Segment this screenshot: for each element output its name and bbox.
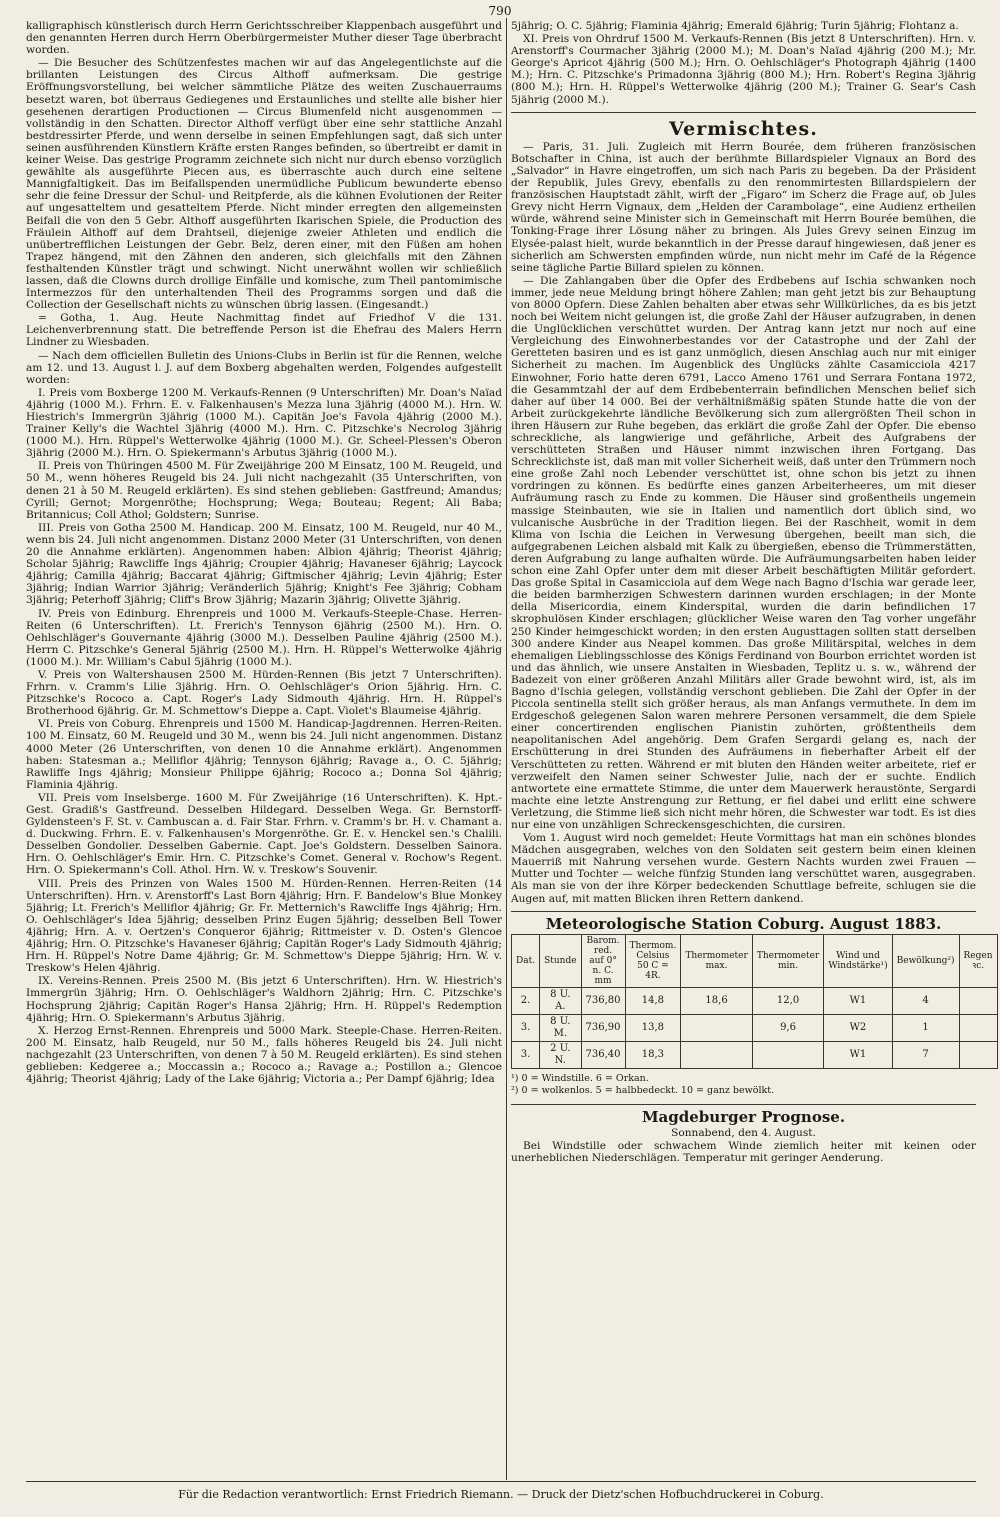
article-paragraph: — Paris, 31. Juli. Zugleich mit Herrn Bourée, dem früheren französischen Botschafter in China, ist auch der berühmte Billardspieler Vignaux an Bord des „Salvador“ in Havre eingetroffen, um sich nach Paris zu begeben. Da der Präsident der Republik, Jules Grevy, ebenfalls zu den renommirtesten Billardspielern der französischen Hauptstadt zählt, wirft der „Figaro“ im Scherz die Frage auf, ob Jules Grevy nicht Herrn Vignaux, dem „Helden der Carambolage“, eine Audienz ertheilen würde, während seine Minister sich in Gemeinschaft mit Herrn Bourée bemühen, die Tonking-Frage ihrer Lösung näher zu bringen. Als Jules Grevy seinen Einzug im Elysée-palast hielt, wurde bekanntlich in der Presse darauf hingewiesen, daß jener es sicherlich am Schwersten empfinden würde, nun nicht mehr im Café de la Régence seine tägliche Partie Billard spielen zu können. [511,140,976,274]
section-rule [511,1104,976,1105]
left-column [26,20,502,1086]
table-cell: 3. [512,1014,540,1041]
vermischtes-heading: Vermischtes. [669,117,818,140]
table-cell: 736,80 [581,987,625,1014]
table-cell [959,1042,997,1069]
table-cell: 7 [892,1042,959,1069]
right-column [511,20,993,1165]
page-number: 790 [488,4,512,18]
table-cell: W1 [824,987,892,1014]
race-entry: II. Preis von Thüringen 4500 M. Für Zweijährige 200 M Einsatz, 100 M. Reugeld, und 50 M., wenn höheres Reugeld bis 24. Juli nicht nachgezahlt (35 Unterschriften, von denen 21 à 50 M. Reugeld erklärten). Es sind stehen geblieben: Gastfreund; Amandus; Cyrill; Gernot; Morgenröthe; Hochsprung; Wega; Bouteau; Regent; Ali Baba; Britannicus; Coll Athol; Goldstern; Sunrise. [26,460,502,521]
table-cell [681,1042,753,1069]
meteo-table [511,934,998,1070]
race-entry: IV. Preis von Edinburg. Ehrenpreis und 1000 M. Verkaufs-Steeple-Chase. Herren-Reiten (6 Unterschriften). Lt. Frerich's Tennyson 6jährig (2500 M.). Hrn. O. Oehlschläger's Gouvernante 4jährig (3000 M.). Desselben Pauline 4jährig (2500 M.). Herrn C. Pitzschke's General 5jährig (2500 M.). Hrn. H. Rüppel's Wetterwolke 4jährig (1000 M.). Mr. William's Cabul 5jährig (1000 M.). [26,607,502,668]
meteo-heading: Meteorologische Station Coburg. August 1883. [545,914,942,933]
column-divider [506,18,507,1480]
race-entry: XI. Preis von Ohrdruf 1500 M. Verkaufs-Rennen (Bis jetzt 8 Unterschriften). Hrn. v. Arenstorff's Courmacher 3jährig (2000 M.); M. Doan's Naïad 4jährig (200 M.); Mr. George's Apricot 4jährig (500 M.); Hrn. O. Oehlschläger's Photograph 4jährig (1400 M.); Hrn. C. Pitzschke's Primadonna 3jährig (800 M.); Hrn. Robert's Regina 3jährig (800 M.); Hrn. H. Rüppel's Wetterwolke 4jährig (200 M.); Trainer G. Sear's Cash 5jährig (2000 M.). [511,33,976,106]
table-cell: 9,6 [752,1014,824,1041]
table-cell: 12,0 [752,987,824,1014]
column-header: Regen ꝛc. [959,934,997,987]
race-entry: 5jährig; O. C. 5jährig; Flaminia 4jährig; Emerald 6jährig; Turin 5jährig; Flohtanz a. [511,20,959,32]
race-entry: VI. Preis von Coburg. Ehrenpreis und 1500 M. Handicap-Jagdrennen. Herren-Reiten. 100 M. Einsatz, 60 M. Reugeld und 30 M., wenn bis 24. Juli nicht angenommen. Distanz 4000 Meter (26 Unterschriften, von denen 10 die Annahme erklärt). Angenommen haben: Statesman a.; Melliflor 4jährig; Tennyson 6jährig; Ravage a., O. C. 5jährig; Rawliffe Ings 4jährig; Monsieur Philippe 6jährig; Rococo a.; Donna Sol 4jährig; Flaminia 4jährig. [26,718,502,791]
column-header: Thermometer min. [752,934,824,987]
table-header-row [512,934,998,987]
column-header: Wind und Windstärke¹) [824,934,892,987]
meteo-note: ²) 0 = wolkenlos. 5 = halbbedeckt. 10 = ganz bewölkt. [511,1085,775,1097]
race-entry: V. Preis von Waltershausen 2500 M. Hürden-Rennen (Bis jetzt 7 Unterschriften). Frhrn. v. Cramm's Lilie 3jährig. Hrn. O. Oehlschläger's Orion 5jährig. Hrn. C. Pitzschke's Rococo a. Capt. Roger's Lady Sidmouth 4jährig. Hrn. H. Rüppel's Brotherhood 6jährig. Gr. M. Schmettow's Dieppe a. Capt. Violet's Blaumeise 4jährig. [26,668,502,718]
table-row [512,1014,998,1041]
article-paragraph: — Die Zahlangaben über die Opfer des Erdbebens auf Ischia schwanken noch immer, jede neue Meldung bringt höhere Zahlen; man geht jetzt bis zur Behauptung von 8000 Opfern. Diese Zahlen behalten aber etwas sehr Willkürliches, da es bis jetzt noch bei Weitem nicht gelungen ist, die große Zahl der Häuser aufzugraben, in denen die Unglücklichen verschüttet wurden. Der Antrag kann jetzt nur noch auf eine Vergleichung des Einwohnerbestandes vor der Catastrophe und der Zahl der Geretteten basiren und es ist ganz unmöglich, diesen Anschlag auch nur mit einiger Sicherheit zu machen. Im Augenblick des Unglücks zählte Casamicciola 4217 Einwohner, Forio hatte deren 6791, Lacco Ameno 1761 und Serrara Fontana 1972, die Gesammtzahl der auf dem Erdbebenterrain befindlichen Menschen belief sich daher auf über 14 000. Bei der verhältnißmäßig späten Stunde hatte die von der Arbeit zurückgekehrte ländliche Bevölkerung sich zum allergrößten Theil schon in ihren Häusern zur Ruhe begeben, das erklärt die große Zahl der Opfer. Die ebenso schreckliche, als langwierige und gefährliche, Arbeit des Aufgrabens der verschütteten Straßen und Häuser nimmt inzwischen ihren Fortgang. Das Schrecklichste ist, daß man mit voller Sicherheit weiß, daß unter den Trümmern noch eine große Zahl noch Lebender verschüttet ist, ohne schon bis jetzt zu ihnen vordringen zu können. Es bedürfte eines ganzen Arbeiterheeres, um mit dieser Aufräumung rasch zu Ende zu kommen. Die Häuser sind großentheils ungemein massige Steinbauten, wie sie in Italien und namentlich dort üblich sind, wo vulcanische Ausbrüche in der Tradition liegen. Bei der Raschheit, womit in dem Klima von Ischia die Leichen in Verwesung übergehen, beeilt man sich, die aufgegrabenen Leichen alsbald mit Kalk zu übergießen, ebenso die Trümmerstätten, deren Aufgrabung zu lange aufhalten würde. Die Aufräumungsarbeiten haben leider schon eine Zahl Opfer unter dem mit dieser Arbeit beschäftigten Militär gefordert. Das große Spital in Casamicciola auf dem Wege nach Bagno d'Ischia war gerade leer, die beiden barmherzigen Schwestern darinnen wurden erschlagen; in der Monte della Misericordia, einem Kinderspital, wurden die darin befindlichen 17 skrophulösen Kinder erschlagen; glücklicher Weise waren den Tag vorher ungefähr 250 Kinder heimgeschickt worden; in den ersten Augusttagen sollten statt derselben 300 andere Kinder aus Neapel kommen. Das große Militärspital, welches in dem ehemaligen Lieblingsschlosse des Königs Ferdinand von Bourbon errichtet worden ist und das ähnlich, wie unsere Anstalten in Wiesbaden, Teplitz u. s. w., während der Badezeit von einer größeren Anzahl Militärs aller Grade bewohnt wird, ist, als im Bagno d'Ischia gelegen, vollständig verschont geblieben. Die Zahl der Opfer in der Piccola sentinella stellt sich größer heraus, als man Anfangs vermuthete. In dem im Erdgeschoß gelegenen Salon waren mehrere Personen versammelt, die dem Spiele einer concertirenden englischen Pianistin zuhörten, größtentheils dem neapolitanischen Adel angehörig. Dem Grafen Sergardi gelang es, nach der Erschütterung in drei Stunden des Aufräumens in fieberhafter Arbeit elf der Verschütteten zu retten. Während er mit bluten den Händen weiter arbeitete, rief er verzweifelt den Namen seiner Schwester Julie, nach der er suchte. Endlich antwortete eine ermattete Stimme, die unter dem Mauerwerk heraustönte, Sergardi machte eine letzte Anstrengung zur Rettung, er fiel dabei und erlitt eine schwere Verletzung, die Stimme ließ sich nicht mehr hören, die Schwester war todt. Es ist dies nur eine von unzähligen Schreckensgeschichten, die cursiren. [511,274,976,831]
race-entry: IX. Vereins-Rennen. Preis 2500 M. (Bis jetzt 6 Unterschriften). Hrn. W. Hiestrich's Immergrün 3jährig; Hrn. O. Oehlschläger's Waldhorn 2jährig; Hrn. C. Pitzschke's Hochsprung 2jährig; Capitän Roger's Hansa 2jährig; Hrn. H. Rüppel's Redemption 4jährig; Hrn. O. Spiekermann's Arbutus 3jährig. [26,975,502,1024]
table-cell: 4 [892,987,959,1014]
table-cell [752,1042,824,1069]
table-cell: 1 [892,1014,959,1041]
column-header: Bewölkung²) [892,934,959,987]
prognose-heading: Magdeburger Prognose. [641,1107,846,1126]
article-paragraph: — Nach dem officiellen Bulletin des Unions-Clubs in Berlin ist für die Rennen, welche am 12. und 13. August l. J. auf dem Boxberg abgehalten werden, Folgendes aufgestellt worden: [26,349,502,386]
prognose-text: Bei Windstille oder schwachem Winde ziemlich heiter mit keinen oder unerheblichen Niederschlägen. Temperatur mit geringer Aenderung. [511,1139,976,1164]
section-rule [511,911,976,912]
table-cell: W2 [824,1014,892,1041]
column-header: Dat. [512,934,540,987]
table-cell: 3. [512,1042,540,1069]
article-paragraph: Vom 1. August wird noch gemeldet: Heute Vormittags hat man ein schönes blondes Mädchen ausgegraben, welches von den Soldaten seit gestern beim einen kleinen Mauerriß mit Nahrung versehen wurde. Gestern Nachts wurden zwei Frauen — Mutter und Tochter — welche fünfzig Stunden lang verschüttet waren, ausgegraben. Als man sie von der ihre Körper bedeckenden Schuttlage befreite, schlugen sie die Augen auf, mit matten Blicken ihren Rettern dankend. [511,832,976,905]
table-cell [959,987,997,1014]
section-rule [511,112,976,113]
race-entry: VII. Preis vom Inselsberge. 1600 M. Für Zweijährige (16 Unterschriften). K. Hpt.-Gest. Gradiß's Gastfreund. Desselben Hildegard. Desselben Wega. Gr. Bernstorff-Gyldensteen's F. St. v. Cambuscan a. d. Fair Star. Frhrn. v. Cramm's br. H. v. Chamant a. d. Duckwing. Frhrn. E. v. Falkenhausen's Morgenröthe. Gr. E. v. Henckel sen.'s Chalili. Desselben Gondolier. Desselben Gabernie. Capt. Joe's Goldstern. Desselben Sainora. Hrn. O. Oehlschläger's Emir. Hrn. C. Pitzschke's Comet. General v. Rochow's Regent. Hrn. O. Spiekermann's Coll. Athol. Hrn. W. v. Treskow's Souvenir. [26,791,502,877]
table-cell: 8 U. A. [540,987,581,1014]
race-entry: I. Preis vom Boxberge 1200 M. Verkaufs-Rennen (9 Unterschriften) Mr. Doan's Naïad 4jährig (1000 M.). Frhrn. E. v. Falkenhausen's Mezza luna 3jährig (4000 M.). Hrn. W. Hiestrich's Immergrün 3jährig (1000 M.). Capitän Joe's Favola 4jährig (2000 M.). Trainer Kelly's die Wachtel 3jährig (4000 M.). Hrn. C. Pitzschke's Necrolog 3jährig (1000 M.). Hrn. Rüppel's Wetterwolke 4jährig (1000 M.). Gr. Scheel-Plessen's Oberon 3jährig (2000 M.). Hrn. O. Spiekermann's Arbutus 3jährig (1000 M.). [26,386,502,460]
race-entry: III. Preis von Gotha 2500 M. Handicap. 200 M. Einsatz, 100 M. Reugeld, nur 40 M., wenn bis 24. Juli nicht angenommen. Distanz 2000 Meter (31 Unterschriften, von denen 20 die Annahme erklärten). Angenommen haben: Albion 4jährig; Theorist 4jährig; Scholar 5jährig; Rawcliffe Ings 4jährig; Croupier 4jährig; Havaneser 6jährig; Laycock 4jährig; Camilla 4jährig; Baccarat 4jährig; Giftmischer 4jährig; Levin 4jährig; Ester 3jährig; Indian Warrior 3jährig; Veränderlich 5jährig; Knight's Fee 3jährig; Cobham 3jährig; Peterhoff 3jährig; Cliff's Brow 3jährig; Mazarin 3jährig; Olivette 3jährig. [26,521,502,607]
table-cell: 13,8 [625,1014,681,1041]
table-cell: 8 U. M. [540,1014,581,1041]
table-cell: 18,3 [625,1042,681,1069]
imprint-footer: Für die Redaction verantwortlich: Ernst Friedrich Riemann. — Druck der Dietz'schen Hofbuchdruckerei in Coburg. [178,1488,824,1501]
footer-rule [26,1481,976,1482]
table-cell [959,1014,997,1041]
article-paragraph: kalligraphisch künstlerisch durch Herrn Gerichtsschreiber Klappenbach ausgeführt und den genannten Herren durch Herrn Oberbürgermeister Muther dieser Tage überbracht worden. [26,20,502,57]
article-paragraph: — Die Besucher des Schützenfestes machen wir auf das Angelegentlichste auf die brillanten Leistungen des Circus Althoff aufmerksam. Die gestrige Eröffnungsvorstellung, bei welcher sämmtliche Plätze des weiten Zuschauerraums besetzt waren, bot überraus Gediegenes und Erstaunliches und stellte alle bisher hier gesehenen derartigen Productionen — Circus Blumenfeld nicht ausgenommen — vollständig in den Schatten. Director Althoff verfügt über eine sehr stattliche Anzahl bestdressirter Pferde, und wenn derselbe in seinen Empfehlungen sagt, daß sich unter seinen ausführenden Künstlern Kräfte ersten Ranges befinden, so übertreibt er damit in keiner Weise. Das gestrige Programm zeichnete sich nicht nur durch ebenso vorzüglich gewählte als ausgeführte Piecen aus, es überraschte auch durch eine seltene Mannigfaltigkeit. Das im Beifallspenden unermüdliche Publicum bewunderte ebenso sehr die feine Dressur der Schul- und Reitpferde, als die kühnen Evolutionen der Reiter auf ungesatteltem und gesatteltem Pferde. Nicht minder erregten den allgemeinsten Beifall die von den 5 Gebr. Althoff ausgeführten Ikarischen Spiele, die Production des Fräulein Althoff auf dem Drahtseil, diejenige zweier Athleten und endlich die unübertrefflichen Leistungen der Gebr. Belz, deren einer, mit den Füßen am hohen Trapez hängend, mit den Zähnen den anderen, sich gleichfalls mit den Zähnen festhaltenden Künstler trägt und schwingt. Nicht unerwähnt wollen wir schließlich lassen, daß die Clowns durch drollige Einfälle und komische, zum Theil pantomimische Intermezzos für den unterhaltenden Theil des Programms sorgen und daß die Collection der Gesellschaft nichts zu wünschen übrig lassen. (Eingesandt.) [26,57,502,312]
table-row [512,1042,998,1069]
table-cell: 2 U. N. [540,1042,581,1069]
table-cell: 736,40 [581,1042,625,1069]
table-row [512,987,998,1014]
table-cell: 18,6 [681,987,753,1014]
table-cell: W1 [824,1042,892,1069]
column-header: Thermom. Celsius 50 C = 4R. [625,934,681,987]
table-cell [681,1014,753,1041]
article-paragraph: = Gotha, 1. Aug. Heute Nachmittag findet auf Friedhof V die 131. Leichenverbrennung statt. Die betreffende Person ist die Ehefrau des Malers Herrn Lindner zu Wiesbaden. [26,312,502,349]
column-header: Stunde [540,934,581,987]
column-header: Barom. red. auf 0° n. C. mm [581,934,625,987]
table-cell: 2. [512,987,540,1014]
race-entry: VIII. Preis des Prinzen von Wales 1500 M. Hürden-Rennen. Herren-Reiten (14 Unterschriften). Hrn. v. Arenstorff's Last Born 4jährig; Hrn. F. Bandelow's Blue Monkey 5jährig; Lt. Frerich's Melliflor 4jährig; Gr. Fr. Metternich's Rawcliffe Ings 4jährig; Hrn. O. Oehlschläger's Idea 5jährig; desselben Prinz Eugen 5jährig; desselben Bell Tower 4jährig; Hrn. A. v. Oertzen's Conqueror 6jährig; Rittmeister v. D. Osten's Glencoe 4jährig; Hrn. O. Pitzschke's Havaneser 6jährig; Capitän Roger's Lady Sidmouth 4jährig; Hrn. H. Rüppel's Notre Dame 4jährig; Gr. M. Schmettow's Dieppe 5jährig; Hrn. W. v. Treskow's Helen 4jährig. [26,877,502,975]
table-cell: 14,8 [625,987,681,1014]
prognose-date: Sonnabend, den 4. August. [671,1126,816,1139]
table-cell: 736,90 [581,1014,625,1041]
column-header: Thermometer max. [681,934,753,987]
race-entry: X. Herzog Ernst-Rennen. Ehrenpreis und 5000 Mark. Steeple-Chase. Herren-Reiten. 200 M. Einsatz, halb Reugeld, nur 50 M., falls höheres Reugeld bis 24. Juli nicht nachgezahlt (23 Unterschriften, von denen 7 à 50 M. Reugeld erklärten). Es sind stehen geblieben: Kedgeree a.; Moccassin a.; Rococo a.; Ravage a.; Postillon a.; Glencoe 4jährig; Theorist 4jährig; Lady of the Lake 6jährig; Victoria a.; Per Dampf 6jährig; Idea [26,1024,502,1086]
meteo-note: ¹) 0 = Windstille. 6 = Orkan. [511,1073,649,1085]
